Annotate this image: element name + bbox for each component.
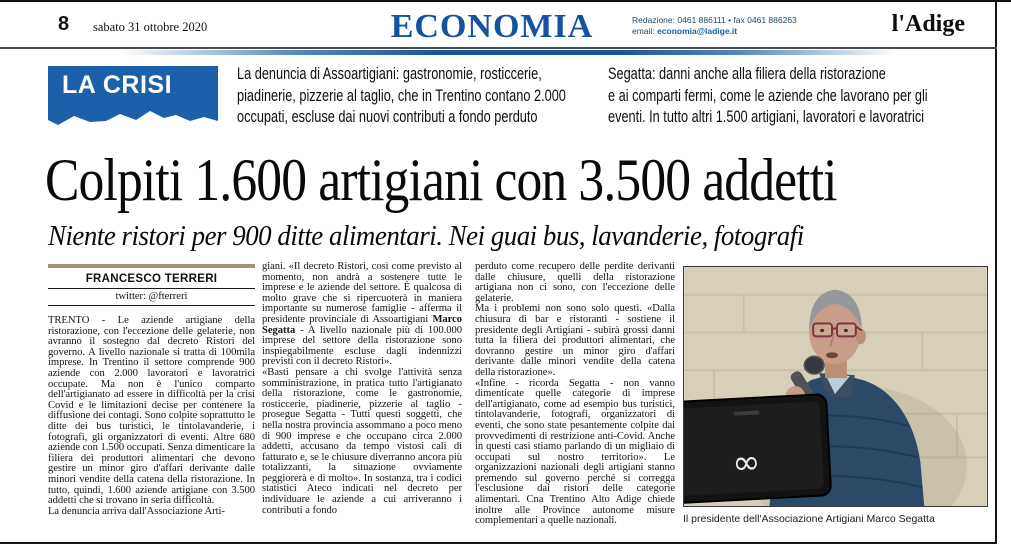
byline-author: FRANCESCO TERRERI [85, 273, 218, 285]
contact-email: economia@ladige.it [657, 26, 738, 36]
byline-gold-rule [48, 264, 255, 268]
body-paragraph: TRENTO - Le aziende artigiane della ristorazione, con l'eccezione delle gelaterie, non avranno il sostegno dal decreto Ristori del governo. A livello nazionale si tratta di 100mila imprese. In Trentino il settore comprende 900 aziende con 2.000 lavoratori e lavoratrici occupate. Ma non è l'unico comparto dell'artigianato ad essere in difficoltà per la crisi Covid e le limitazioni decise per contenere la diffusione dei contagi. Sono colpite soprattutto le ditte dei bus turistici, le tintolavanderie, i fotografi, gli organizzatori di eventi. Altre 680 aziende con 1.500 occupati. Senza dimenticare la filiera dei produttori alimentari che devono gestire un minor giro d'affari derivante dalle minori vendite della catena della ristorazione. In tutto, quindi, 1.600 aziende artigiane con 3.500 addetti che si trovano in seria difficoltà. [48, 316, 255, 507]
article-photo [683, 266, 988, 507]
article-column-3 [475, 262, 675, 532]
torn-paper-edge [48, 108, 218, 130]
kicker-line: La denuncia di Assoartigiani: gastronomie, rosticcerie, [237, 64, 542, 83]
mouth [826, 352, 838, 358]
label-box-la-crisi [48, 66, 218, 130]
edition-date: sabato 31 ottobre 2020 [93, 20, 208, 34]
laptop [684, 394, 831, 503]
kicker-right [608, 63, 928, 128]
quote-text: - A livello nazionale più di 100.000 imprese del settore della ristorazione sono inspiegabilmente escluse dagli indennizzi previsti con il decreto Ristori». [262, 324, 462, 368]
photo-illustration [684, 267, 987, 506]
headline: Colpiti 1.600 artigiani con 3.500 addetti [45, 147, 837, 213]
article-column-1 [48, 316, 255, 536]
page-border-top [0, 0, 1011, 2]
contact-phone-fax: Redazione: 0461 886111 • fax 0461 886263 [632, 15, 797, 25]
eye [844, 329, 848, 332]
page-border-right [995, 0, 997, 544]
kicker-line: Segatta: danni anche alla filiera della ristorazione [608, 64, 886, 83]
body-paragraph [262, 262, 462, 368]
body-paragraph: La denuncia arriva dall'Associazione Arti- [48, 505, 225, 517]
kicker-line: occupati, escluse dai nuovi contributi a fondo perduto [237, 107, 538, 126]
contact-info [632, 15, 797, 37]
section-title: ECONOMIA [390, 8, 594, 45]
kicker-line: e ai comparti fermi, come le aziende che lavorano per gli [608, 85, 928, 105]
article-column-2 [262, 262, 462, 532]
byline-hairline [48, 305, 255, 306]
photo-caption: Il presidente dell'Associazione Artigiani Marco Segatta [683, 513, 935, 525]
contact-email-line [632, 26, 797, 37]
laptop-logo-infinity: ∞ [731, 441, 762, 483]
body-paragraph: perduto come recupero delle perdite derivanti dalle chiusure, quelli della ristorazione artigiana non ci sono, con l'eccezione delle gelaterie. [475, 262, 675, 304]
kicker-line: eventi. In tutto altri 1.500 artigiani, lavoratori e lavoratrici [608, 107, 925, 126]
byline-twitter: twitter: @fterreri [115, 291, 188, 302]
section-accent-bar [0, 50, 997, 55]
page-number: 8 [58, 13, 70, 35]
kicker-left [237, 63, 566, 128]
masthead: l'Adige [891, 11, 965, 37]
quote-text: giani. «Il decreto Ristori, così come previsto al momento, non andrà a sostenere tutte le imprese e le aziende del settore. È qualcosa di molto grave che si ripercuoterà in maniera importante su numerose famiglie - afferma il presidente provinciale di Assoartigiani [262, 262, 462, 325]
subheadline: Niente ristori per 900 ditte alimentari. Nei guai bus, lavanderie, fotografi [48, 221, 804, 252]
body-paragraph: «Infine - ricorda Segatta - non vanno dimenticate quelle categorie di imprese dell'artigianato, come ad esempio bus turistici, tintolavanderie, fotografi, organizzatori di eventi, che sono state pesantemente colpite dai provvedimenti di restrizione anti-Covid. Anche in questi casi stiamo parlando di un migliaio di occupati sul nostro territorio». Le organizzazioni nazionali degli artigiani stanno premendo sul governo perché si corregga l'esclusione dai ristori delle categorie alimentari. Cna Trentino Alto Adige chiede inoltre alle Province autonome misure complementari a quelle nazionali. [475, 377, 675, 527]
kicker-line: piadinerie, pizzerie al taglio, che in Trentino contano 2.000 [237, 85, 566, 105]
label-box-text: LA CRISI [62, 71, 173, 99]
contact-email-label: email: [632, 26, 658, 36]
person-name-bold: Marco Segatta [262, 313, 462, 336]
byline-block [48, 264, 255, 306]
body-paragraph: «Basti pensare a chi svolge l'attività senza somministrazione, in pratica tutto l'artigianato della ristorazione, come le gastronomie, rosticcerie, piadinerie, pizzerie al taglio - prosegue Segatta - Tutti questi soggetti, che nella nostra provincia assommano a poco meno di 900 imprese e che occupano circa 2.000 addetti, accusano da tempo vistosi cali di fatturato e, se le chiusure diverranno ancora più totalizzanti, la situazione ovviamente peggiorerà e di molto». In sostanza, tra i codici statistici Ateco indicati nel decreto per individuare le aziende a cui arriveranno i contributi a fondo [262, 366, 462, 516]
body-paragraph: Ma i problemi non sono solo questi. «Dalla chiusura di bar e ristoranti - sostiene il presidente degli Artigiani - subirà grossi danni tutta la filiera dei produttori alimentari, che dovranno gestire un minor giro d'affari derivante dalle minori vendite della catena della ristorazione». [475, 303, 675, 378]
header-divider-rule [0, 47, 997, 49]
eye [820, 329, 824, 332]
